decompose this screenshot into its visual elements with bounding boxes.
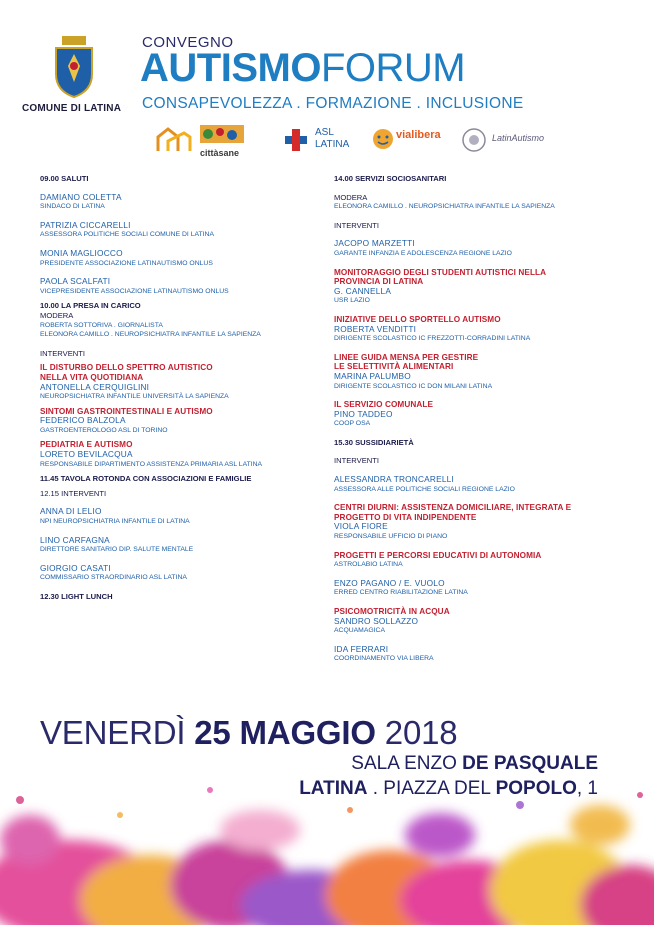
program-name: ALESSANDRA TRONCARELLI bbox=[334, 474, 454, 485]
program-role: ROBERTA SOTTORIVA . GIORNALISTA bbox=[40, 321, 163, 329]
title-bold: AUTISMO bbox=[140, 46, 321, 90]
spacer bbox=[334, 447, 634, 456]
program-lbl: INTERVENTI bbox=[40, 348, 86, 358]
venue-number: , 1 bbox=[576, 778, 598, 799]
watercolor-splash-icon bbox=[0, 780, 654, 925]
date-year: 2018 bbox=[375, 714, 458, 751]
spacer bbox=[334, 391, 634, 400]
program-topic: IL DISTURBO DELLO SPETTRO AUTISTICO bbox=[40, 363, 213, 373]
program-topic: PROGETTO DI VITA INDIPENDENTE bbox=[334, 512, 477, 522]
venue-square-name: POPOLO bbox=[495, 778, 577, 799]
program-topic: INIZIATIVE DELLO SPORTELLO AUTISMO bbox=[334, 314, 501, 324]
program-name: GIORGIO CASATI bbox=[40, 562, 111, 573]
subtitle: CONSAPEVOLEZZA . FORMAZIONE . INCLUSIONE bbox=[142, 95, 524, 112]
program-name: SANDRO SOLLAZZO bbox=[334, 615, 419, 626]
program-name: PINO TADDEO bbox=[334, 408, 393, 419]
spacer bbox=[40, 340, 320, 349]
spacer bbox=[334, 212, 634, 221]
smiley-icon bbox=[372, 128, 394, 150]
program-lbl: INTERVENTI bbox=[334, 456, 380, 466]
program-name: DAMIANO COLETTA bbox=[40, 191, 122, 202]
medical-cross-icon bbox=[285, 126, 307, 154]
program-role: RESPONSABILE UFFICIO DI PIANO bbox=[334, 533, 448, 541]
program-role: NPI NEUROPSICHIATRIA INFANTILE DI LATINA bbox=[40, 518, 190, 526]
program-name: FEDERICO BALZOLA bbox=[40, 415, 126, 426]
program-role: DIRIGENTE SCOLASTICO IC DON MILANI LATINA bbox=[334, 382, 493, 390]
program-name: G. CANNELLA bbox=[334, 285, 392, 296]
program-topic: PSICOMOTRICITÀ IN ACQUA bbox=[334, 607, 450, 616]
venue-hall: SALA ENZO bbox=[351, 753, 463, 774]
program-role: ASTROLABIO LATINA bbox=[334, 561, 403, 569]
program-role: COMMISSARIO STRAORDINARIO ASL LATINA bbox=[40, 574, 187, 582]
date-weekday: VENERDÌ bbox=[40, 714, 195, 751]
spacer bbox=[334, 494, 634, 503]
latinautismo-text: LatinAutismo bbox=[492, 133, 545, 143]
spacer bbox=[334, 184, 634, 193]
program-topic: IL SERVIZIO COMUNALE bbox=[334, 400, 434, 410]
program-name: LORETO BEVILACQUA bbox=[40, 449, 133, 460]
program-lbl: MODERA bbox=[40, 310, 74, 320]
program-role: DIRIGENTE SCOLASTICO IC FREZZOTTI-CORRADINI LATINA bbox=[334, 335, 531, 343]
program-role: COOP OSA bbox=[334, 420, 371, 428]
program-name: ANTONELLA CERQUIGLINI bbox=[40, 381, 150, 392]
program-topic: CENTRI DIURNI: ASSISTENZA DOMICILIARE, INTEGRATA E bbox=[334, 503, 572, 513]
program-role: COORDINAMENTO VIA LIBERA bbox=[334, 655, 434, 663]
program-time: 12.30 LIGHT LUNCH bbox=[40, 592, 113, 601]
cittasane-logo bbox=[200, 125, 244, 158]
program-role: ELEONORA CAMILLO . NEUROPSICHIATRA INFANTILE LA SAPIENZA bbox=[334, 203, 555, 211]
asl-line1: ASL bbox=[315, 127, 334, 138]
spacer bbox=[334, 344, 634, 353]
program-topic: PROVINCIA DI LATINA bbox=[334, 277, 424, 287]
program-topic: NELLA VITA QUOTIDIANA bbox=[40, 372, 144, 382]
comune-label: COMUNE DI LATINA bbox=[22, 103, 122, 114]
program-time: 15.30 SUSSIDIARIETÀ bbox=[334, 437, 414, 447]
coat-of-arms-icon bbox=[54, 36, 94, 98]
program-name: MARINA PALUMBO bbox=[334, 370, 411, 381]
program-role: ASSESSORA POLITICHE SOCIALI COMUNE DI LATINA bbox=[40, 231, 214, 239]
spacer bbox=[334, 306, 634, 315]
program-time: 11.45 TAVOLA ROTONDA CON ASSOCIAZIONI E FAMIGLIE bbox=[40, 474, 252, 484]
program-role: GASTROENTEROLOGO ASL DI TORINO bbox=[40, 426, 168, 434]
convegno-label: CONVEGNO bbox=[142, 34, 234, 51]
program-role: SINDACO DI LATINA bbox=[40, 203, 105, 211]
program-name: ENZO PAGANO / E. VUOLO bbox=[334, 577, 445, 588]
program-name: VIOLA FIORE bbox=[334, 521, 388, 532]
program-role: VICEPRESIDENTE ASSOCIAZIONE LATINAUTISMO ONLUS bbox=[40, 287, 229, 295]
program-time: 09.00 SALUTI bbox=[40, 174, 89, 183]
program-name: PATRIZIA CICCARELLI bbox=[40, 219, 131, 230]
program-role: GARANTE INFANZIA E ADOLESCENZA REGIONE LAZIO bbox=[334, 249, 512, 257]
vialibera-logo bbox=[372, 125, 452, 155]
spacer bbox=[40, 583, 320, 592]
program-role: PRESIDENTE ASSOCIAZIONE LATINAUTISMO ONLUS bbox=[40, 259, 213, 267]
date-day-month: 25 MAGGIO bbox=[194, 714, 376, 751]
cittasane-text: cittàsane bbox=[200, 148, 240, 158]
venue-city: LATINA bbox=[299, 778, 368, 799]
program-role: ACQUAMAGICA bbox=[334, 627, 385, 635]
program-role: ERRED CENTRO RIABILITAZIONE LATINA bbox=[334, 589, 468, 597]
program-role: ASSESSORA ALLE POLITICHE SOCIALI REGIONE LAZIO bbox=[334, 485, 515, 493]
spacer bbox=[334, 259, 634, 268]
latinautismo-logo bbox=[462, 125, 572, 155]
program-topic: MONITORAGGIO DEGLI STUDENTI AUTISTICI NELLA bbox=[334, 267, 547, 277]
program-lbl: MODERA bbox=[334, 192, 368, 202]
program-name: MONIA MAGLIOCCO bbox=[40, 247, 123, 258]
program-name: ROBERTA VENDITTI bbox=[334, 323, 417, 334]
program-topic: PEDIATRIA E AUTISMO bbox=[40, 440, 133, 450]
program-right-column bbox=[334, 174, 634, 664]
spacer bbox=[334, 598, 634, 607]
title-light: FORUM bbox=[320, 46, 466, 90]
program-name: JACOPO MARZETTI bbox=[334, 238, 415, 249]
program-role: USR LAZIO bbox=[334, 297, 370, 305]
program-name: IDA FERRARI bbox=[334, 643, 389, 654]
program-lbl: 12.15 INTERVENTI bbox=[40, 488, 107, 498]
program-name: ANNA DI LELIO bbox=[40, 506, 102, 517]
vialibera-text: vialibera bbox=[396, 129, 441, 141]
program-topic: PROGETTI E PERCORSI EDUCATIVI DI AUTONOMIA bbox=[334, 550, 542, 560]
program-time: 10.00 LA PRESA IN CARICO bbox=[40, 301, 141, 311]
spacer bbox=[334, 429, 634, 438]
venue-square: . PIAZZA DEL bbox=[367, 778, 496, 799]
program-name: PAOLA SCALFATI bbox=[40, 276, 111, 287]
program-role: RESPONSABILE DIPARTIMENTO ASSISTENZA PRIMARIA ASL LATINA bbox=[40, 460, 263, 468]
program-topic: SINTOMI GASTROINTESTINALI E AUTISMO bbox=[40, 406, 213, 416]
venue-hall-name: DE PASQUALE bbox=[462, 753, 598, 774]
cittasane-pattern-icon bbox=[200, 125, 244, 143]
venue-line-1 bbox=[351, 753, 598, 775]
partner-logo-1-icon bbox=[154, 125, 194, 155]
circle-emblem-icon bbox=[462, 128, 486, 152]
asl-text bbox=[315, 127, 349, 151]
program-time: 14.00 SERVIZI SOCIOSANITARI bbox=[334, 174, 447, 183]
page-title bbox=[140, 46, 465, 90]
program-topic: LE SELETTIVITÀ ALIMENTARI bbox=[334, 362, 454, 372]
asl-latina-logo bbox=[285, 125, 355, 155]
program-role: NEUROPSICHIATRA INFANTILE UNIVERSITÀ LA SAPIENZA bbox=[40, 393, 229, 401]
program-left-column bbox=[40, 174, 320, 602]
spacer bbox=[334, 542, 634, 551]
program-role: DIRETTORE SANITARIO DIP. SALUTE MENTALE bbox=[40, 546, 194, 554]
asl-line2: LATINA bbox=[315, 139, 350, 150]
event-date bbox=[40, 714, 457, 752]
program-lbl: INTERVENTI bbox=[334, 220, 380, 230]
program-name: LINO CARFAGNA bbox=[40, 534, 110, 545]
program-role: ELEONORA CAMILLO . NEUROPSICHIATRA INFANTILE LA SAPIENZA bbox=[40, 331, 261, 339]
program-topic: LINEE GUIDA MENSA PER GESTIRE bbox=[334, 352, 479, 362]
